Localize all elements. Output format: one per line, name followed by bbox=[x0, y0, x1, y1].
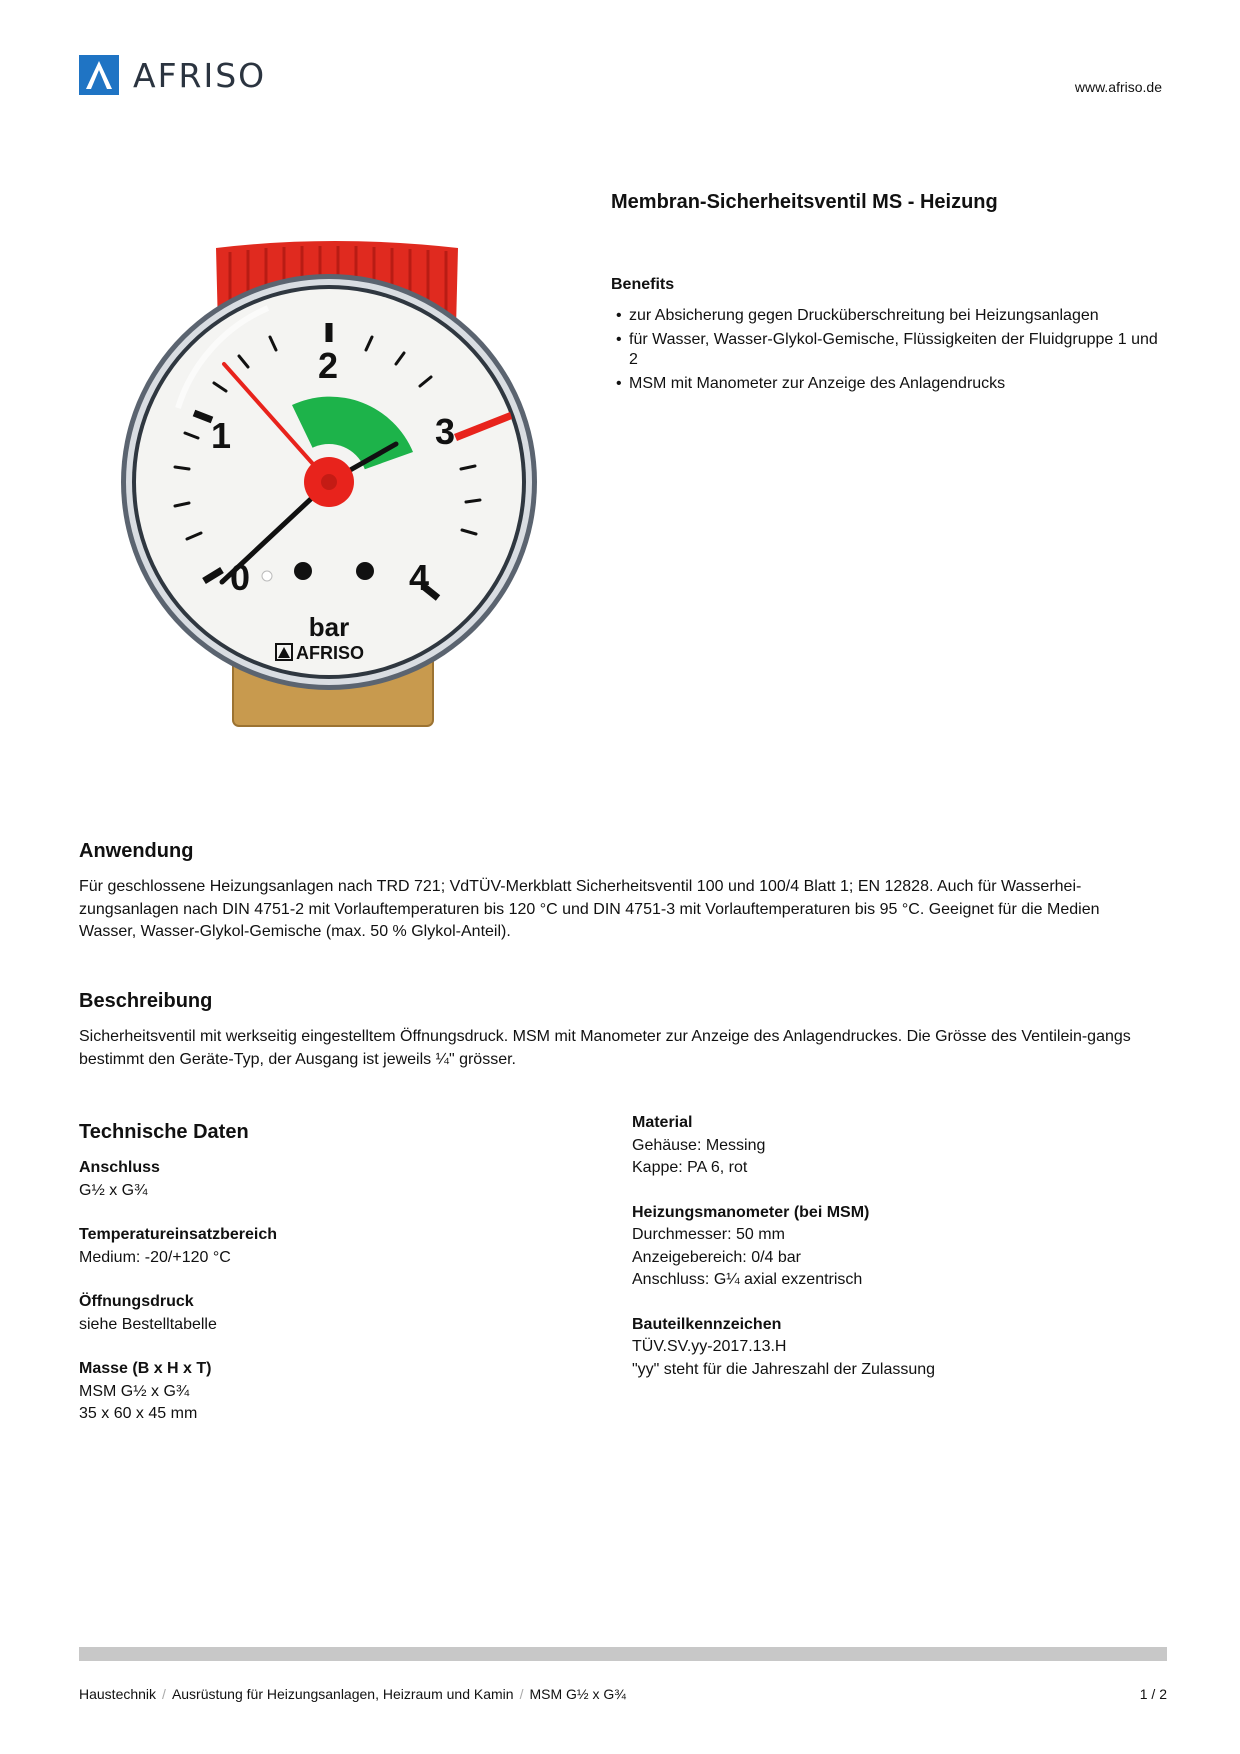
footer bbox=[79, 1686, 1167, 1702]
tech-label: Öffnungsdruck bbox=[79, 1293, 194, 1310]
breadcrumb-item: MSM G½ x G¾ bbox=[529, 1686, 626, 1702]
tech-value: TÜV.SV.yy-2017.13.H bbox=[632, 1338, 787, 1355]
tech-value: Gehäuse: Messing bbox=[632, 1136, 766, 1154]
tech-label: Heizungsmanometer (bei MSM) bbox=[632, 1203, 870, 1221]
tech-label: Anschluss bbox=[79, 1159, 160, 1176]
breadcrumb-separator: / bbox=[519, 1686, 524, 1702]
footer-divider bbox=[79, 1647, 1167, 1661]
tech-item-masse bbox=[79, 1358, 277, 1426]
tech-value: siehe Bestelltabelle bbox=[79, 1315, 217, 1333]
benefits-heading: Benefits bbox=[611, 276, 675, 293]
anwendung-heading: Anwendung bbox=[79, 840, 194, 862]
product-title: Membran-Sicherheitsventil MS - Heizung bbox=[611, 191, 998, 213]
tech-data-right-column bbox=[632, 1112, 935, 1403]
svg-text:4: 4 bbox=[409, 557, 430, 598]
svg-text:2: 2 bbox=[318, 345, 339, 386]
breadcrumb bbox=[79, 1686, 626, 1702]
svg-text:0: 0 bbox=[230, 557, 251, 598]
tech-value: "yy" steht für die Jahreszahl der Zulassung bbox=[632, 1360, 936, 1378]
svg-text:bar: bar bbox=[308, 612, 350, 642]
tech-item-oeffnungsdruck bbox=[79, 1291, 277, 1336]
breadcrumb-item[interactable]: Ausrüstung für Heizungsanlagen, Heizraum und Kamin bbox=[171, 1686, 514, 1702]
benefit-item: • zur Absicherung gegen Drucküberschreitung bei Heizungsanlagen bbox=[611, 306, 1171, 326]
benefits-list bbox=[611, 306, 1171, 398]
svg-text:AFRISO: AFRISO bbox=[296, 643, 365, 663]
tech-value: Kappe: PA 6, rot bbox=[632, 1159, 748, 1176]
breadcrumb-separator: / bbox=[162, 1686, 166, 1702]
tech-label: Material bbox=[632, 1114, 693, 1131]
tech-item-bauteilkennzeichen bbox=[632, 1314, 935, 1382]
website-link[interactable]: www.afriso.de bbox=[1074, 79, 1162, 95]
brand-name: AFRISO bbox=[133, 55, 267, 95]
benefit-item: • MSM mit Manometer zur Anzeige des Anlagendrucks bbox=[611, 374, 1171, 394]
tech-item-heizungsmanometer bbox=[632, 1202, 935, 1292]
tech-value: MSM G½ x G¾ bbox=[79, 1382, 190, 1400]
anwendung-text: Für geschlossene Heizungsanlagen nach TRD 721; VdTÜV-Merkblatt Sicherheitsventil 100 und 100/4 Blatt 1; EN 12828. Auch für Wasserhei-zungsanlagen nach DIN 4751-2 mit Vorlauftemperaturen bis 120 °C und DIN 4751-3 mit Vorlauftemperaturen bis 95 °C. Geeignet für die Medien Wasser, Wasser-Glykol-Gemische (max. 50 % Glykol-Anteil). bbox=[79, 878, 1100, 940]
afriso-logo-icon bbox=[79, 55, 119, 95]
tech-label: Masse (B x H x T) bbox=[79, 1360, 212, 1377]
tech-value: Anzeigebereich: 0/4 bar bbox=[632, 1248, 801, 1266]
breadcrumb-item[interactable]: Haustechnik bbox=[79, 1686, 157, 1702]
tech-label: Temperatureinsatzbereich bbox=[79, 1226, 277, 1243]
beschreibung-text: Sicherheitsventil mit werkseitig eingestelltem Öffnungsdruck. MSM mit Manometer zur Anzeige des Anlagendruckes. Die Grösse des Ventilein-gangs bestimmt den Geräte-Typ, der Ausgang ist jeweils ¼" grösser. bbox=[79, 1028, 1131, 1068]
tech-item-anschluss bbox=[79, 1157, 277, 1202]
brand-logo bbox=[79, 55, 266, 95]
benefit-item: • für Wasser, Wasser-Glykol-Gemische, Flüssigkeiten der Fluidgruppe 1 und 2 bbox=[611, 330, 1171, 370]
tech-value: Durchmesser: 50 mm bbox=[632, 1226, 785, 1243]
svg-text:1: 1 bbox=[211, 415, 232, 456]
tech-data-left-column bbox=[79, 1157, 277, 1448]
tech-value: 35 x 60 x 45 mm bbox=[79, 1405, 198, 1422]
tech-value: Anschluss: G¼ axial exzentrisch bbox=[632, 1271, 863, 1288]
tech-value: G½ x G¾ bbox=[79, 1181, 148, 1199]
tech-item-material bbox=[632, 1112, 935, 1180]
pressure-gauge-valve-photo bbox=[118, 238, 542, 728]
tech-item-temperatur bbox=[79, 1224, 277, 1269]
page-number: 1 / 2 bbox=[1139, 1686, 1167, 1702]
tech-label: Bauteilkennzeichen bbox=[632, 1315, 782, 1333]
tech-value: Medium: -20/+120 °C bbox=[79, 1248, 231, 1266]
technische-daten-heading: Technische Daten bbox=[79, 1121, 249, 1143]
beschreibung-heading: Beschreibung bbox=[79, 990, 213, 1012]
svg-text:3: 3 bbox=[435, 411, 456, 452]
